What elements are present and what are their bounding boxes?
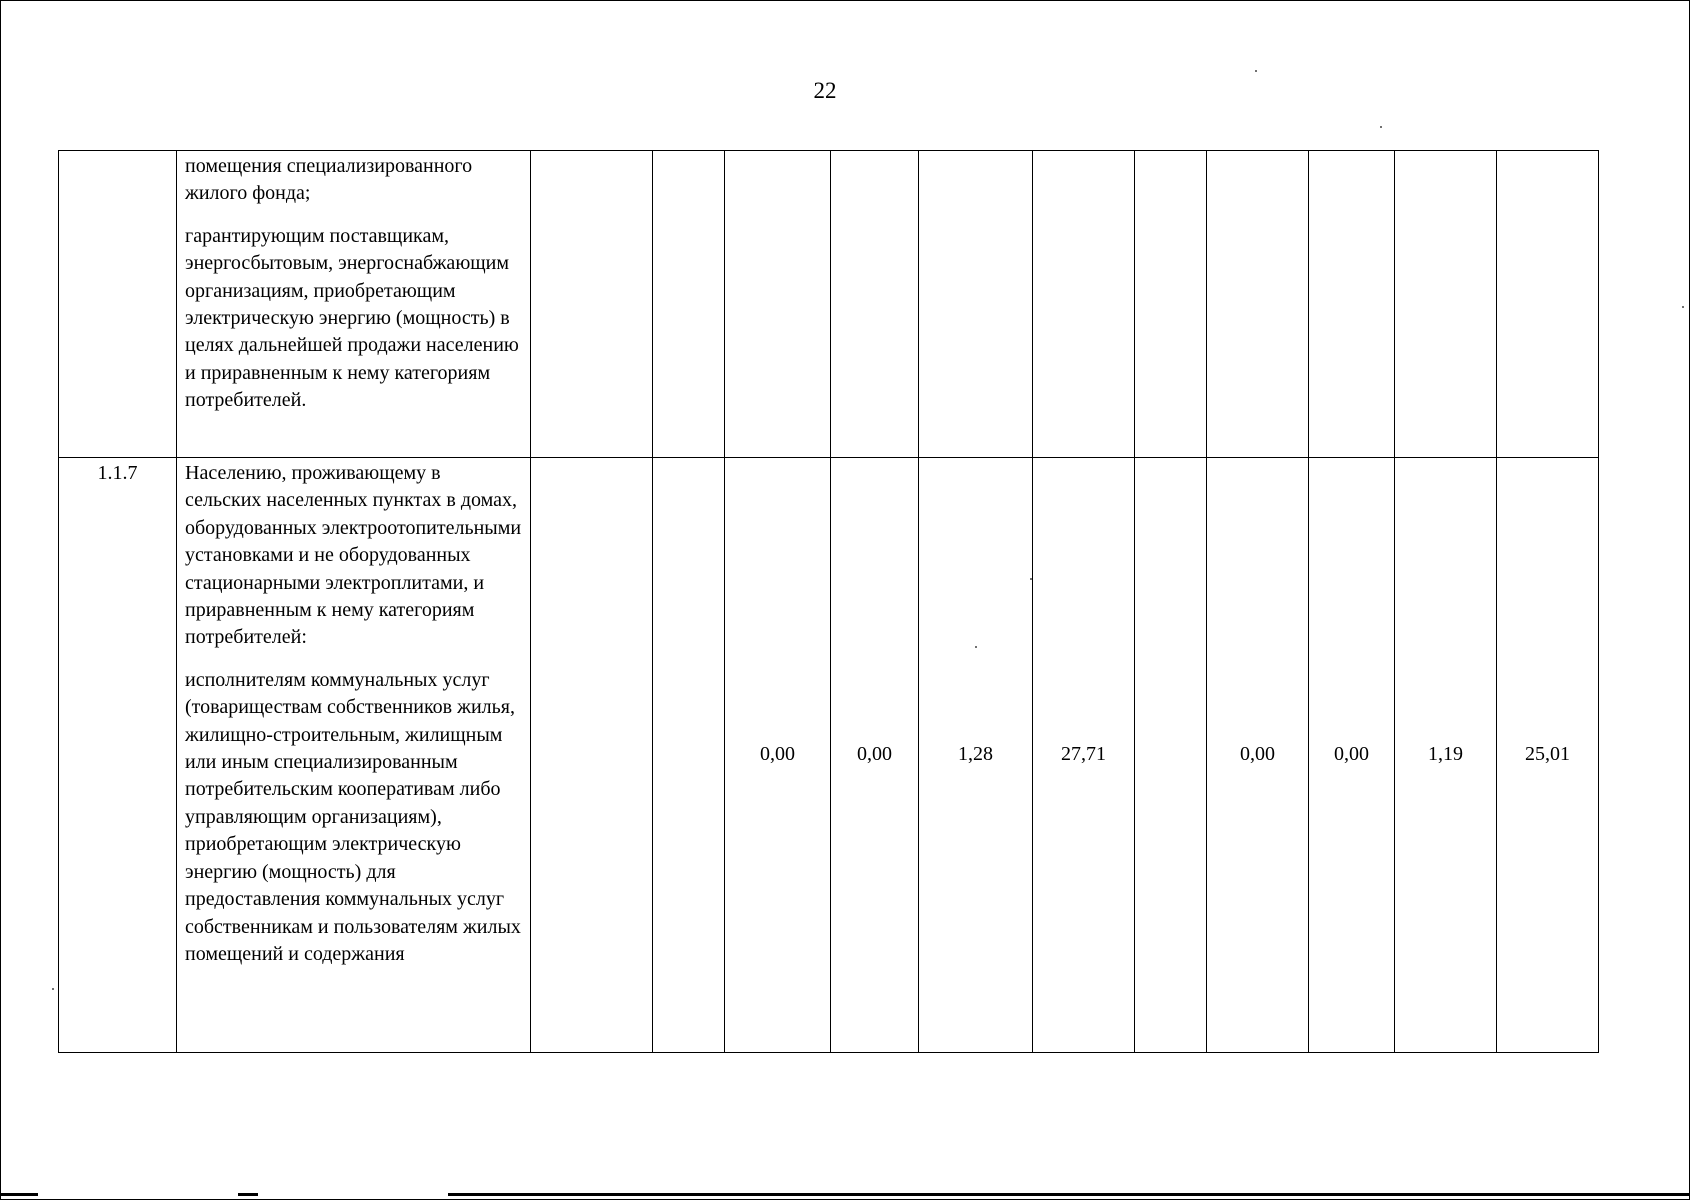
row-description-cell xyxy=(177,151,531,458)
value-cell: 25,01 xyxy=(1497,458,1599,1053)
scan-speck xyxy=(1380,126,1382,128)
scan-speck xyxy=(52,988,54,990)
scan-speck xyxy=(1255,70,1257,72)
table-row xyxy=(59,458,1599,1053)
value-cell xyxy=(725,151,831,458)
value-cell xyxy=(1135,151,1207,458)
description-paragraph: гарантирующим поставщикам, энергосбытовым, энергоснабжающим организациям, приобретающим электрическую энергию (мощность) в целях дальнейшей продажи населению и приравненным к нему категориям потребителей. xyxy=(185,224,519,412)
value-cell xyxy=(1033,151,1135,458)
value-cell xyxy=(1309,151,1395,458)
frame-gap xyxy=(38,1192,238,1198)
value-cell: 1,28 xyxy=(919,458,1033,1053)
description-paragraph: исполнителям коммунальных услуг (товариществам собственников жилья, жилищно-строительным, жилищным или иным специализированным потребительским кооперативам либо управляющим организациям), приобретающим электрическую энергию (мощность) для предоставления коммунальных услуг собственникам и пользователям жилых помещений и содержания xyxy=(185,668,521,965)
value-cell: 27,71 xyxy=(1033,458,1135,1053)
description-paragraph: Населению, проживающему в сельских населенных пунктах в домах, оборудованных электроотопительными установками и не оборудованных стационарными электроплитами, и приравненным к нему категориям потребителей: xyxy=(185,462,522,649)
row-number-cell xyxy=(59,151,177,458)
value-cell xyxy=(1395,151,1497,458)
value-cell xyxy=(1207,151,1309,458)
value-cell: 1,19 xyxy=(1395,458,1497,1053)
value-cell xyxy=(531,151,653,458)
value-cell xyxy=(919,151,1033,458)
value-cell xyxy=(531,458,653,1053)
value-cell xyxy=(1135,458,1207,1053)
value-cell: 0,00 xyxy=(725,458,831,1053)
tariff-table xyxy=(58,150,1599,1053)
page-frame-bottom-edge xyxy=(0,1193,1690,1196)
description-paragraph: помещения специализированного жилого фонда; xyxy=(185,155,473,205)
page-number: 22 xyxy=(813,78,837,103)
table-row xyxy=(59,151,1599,458)
row-number-cell: 1.1.7 xyxy=(59,458,177,1053)
value-cell xyxy=(653,151,725,458)
value-cell xyxy=(1497,151,1599,458)
frame-gap xyxy=(258,1192,448,1198)
scan-speck xyxy=(1682,306,1684,308)
value-cell: 0,00 xyxy=(831,458,919,1053)
value-cell xyxy=(653,458,725,1053)
value-cell xyxy=(831,151,919,458)
value-cell: 0,00 xyxy=(1309,458,1395,1053)
row-description-cell xyxy=(177,458,531,1053)
value-cell: 0,00 xyxy=(1207,458,1309,1053)
